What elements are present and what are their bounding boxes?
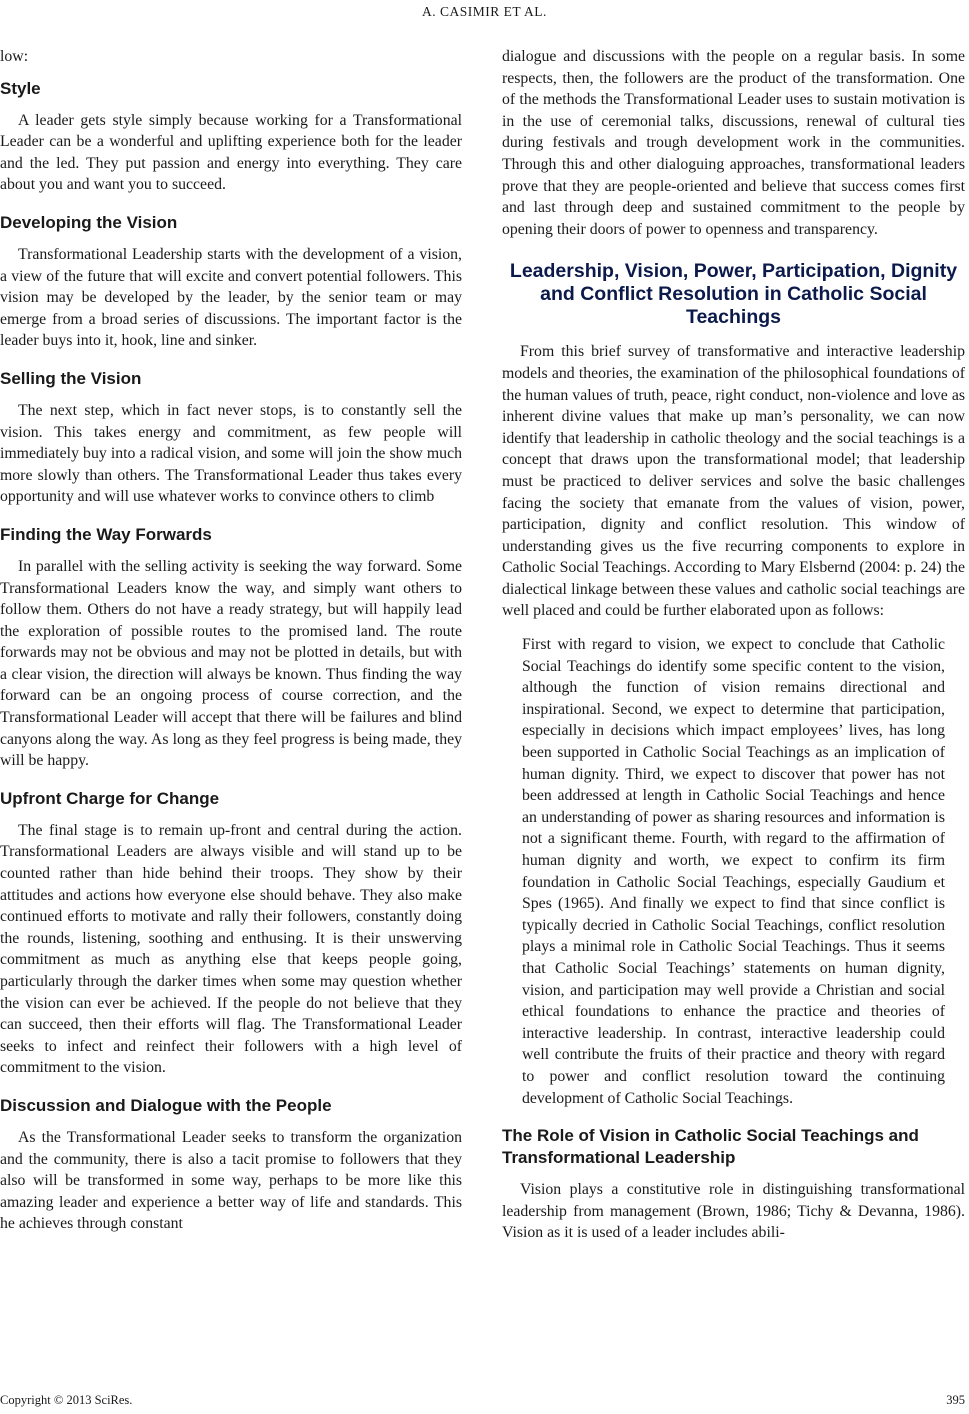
paragraph-continuation: dialogue and discussions with the people on a regular basis. In some respects, then, the followers are the product of the transformation. One of the methods the Transformational Leader uses to sustain motivation is in the use of ceremonial talks, discussions, renewal of cultural ties during festivals and trough development work in the communities. Through this and other dialoguing approaches, transformational leaders prove that they are people-oriented and believe that success comes first and last through deep and sustained commitment to the people by opening their doors of power to openness and transparency.: [502, 48, 965, 238]
heading-developing-vision: Developing the Vision: [0, 212, 178, 232]
left-column: [0, 46, 462, 1235]
heading-selling-vision: Selling the Vision: [0, 368, 142, 388]
paragraph-finding-way: In parallel with the selling activity is seeking the way forward. Some Transformational Leaders know the way, and simply want others to follow them. Others do not have a ready strategy, but will happily lead the exploration of possible routes to the promised land. The route forwards may not be obvious and may not be plotted in details, but with a clear vision, the direction will always be known. Thus finding the way forward can be an ongoing process of course correction, and the Transformational Leader will accept that there will be failures and blind canyons along the way. As long as they feel progress is being made, they will be happy.: [0, 557, 462, 770]
section-title: Leadership, Vision, Power, Participation, Dignity and Conflict Resolution in Catholic Social Teachings: [509, 260, 958, 329]
heading-finding-way: Finding the Way Forwards: [0, 524, 212, 544]
paragraph-role-of-vision: Vision plays a constitutive role in distinguishing transformational leadership from management (Brown, 1986; Tichy & Devanna, 1986). Vision as it is used of a leader includes abili-: [502, 1181, 965, 1242]
heading-role-of-vision: The Role of Vision in Catholic Social Teachings and Transformational Leadership: [502, 1126, 919, 1168]
heading-upfront-charge: Upfront Charge for Change: [0, 788, 220, 808]
heading-style: Style: [0, 78, 41, 98]
paragraph-discussion-dialogue: As the Transformational Leader seeks to transform the organization and the community, there is also a tacit promise to followers that they also will be transformed in some way, perhaps to be more like this amazing leader and experience a better way of life and standards. This he achieves through constant: [0, 1128, 462, 1233]
paragraph-selling-vision: The next step, which in fact never stops, is to constantly sell the vision. This takes energy and commitment, as few people will immediately buy into a radical vision, and some will join the show much more slowly than others. The Transformational Leader thus takes every opportunity and will use whatever works to convince others to climb: [0, 401, 462, 506]
right-column: [502, 46, 965, 1244]
copyright-notice: Copyright © 2013 SciRes.: [0, 1393, 133, 1407]
heading-discussion-dialogue: Discussion and Dialogue with the People: [0, 1095, 332, 1115]
paragraph-style: A leader gets style simply because working for a Transformational Leader can be a wonderful and uplifting experience both for the leader and the led. They put passion and energy into everything. They care about you and want you to succeed.: [0, 111, 462, 194]
running-head: A. CASIMIR ET AL.: [422, 4, 547, 19]
lead-text: low:: [0, 48, 29, 65]
paragraph-section-intro: From this brief survey of transformative and interactive leadership models and theories, the examination of the philosophical foundations of the human values of truth, peace, right conduct, non-violence and love as inherent divine values that make up man’s personality, we can now identify that leadership in catholic theology and the social teachings is a concept that draws upon the transformational model; that leadership must be practiced to deliver services and solve the basic challenges facing the society that emanate from the values of vision, power, participation, dignity and conflict resolution. This window of understanding gives us the five recurring components to explore in Catholic Social Teachings. According to Mary Elsbernd (2004: p. 24) the dialectical linkage between these values and catholic social teachings are well placed and could be further elaborated upon as follows:: [502, 343, 965, 620]
page-number: 395: [946, 1393, 965, 1407]
paragraph-developing-vision: Transformational Leadership starts with the development of a vision, a view of the future that will excite and convert potential followers. This vision may be developed by the leader, by the senior team or may emerge from a broad series of discussions. The important factor is the leader buys into it, hook, line and sinker.: [0, 245, 462, 350]
block-quote: First with regard to vision, we expect to conclude that Catholic Social Teachings do identify some specific content to the vision, although the function of vision remains directional and inspirational. Second, we expect to determine that participation, especially in decisions which impact employees’ lives, has long been supported in Catholic Social Teachings as an implication of human dignity. Third, we expect to discover that power has not been addressed at length in Catholic Social Teachings and hence an understanding of power as sharing resources and information is not a significant theme. Fourth, with regard to the affirmation of human dignity and worth, we expect to confirm its firm foundation in Catholic Social Teachings, especially Gaudium et Spes (1965). And finally we expect to find that since conflict is typically decried in Catholic Social Teachings, conflict resolution plays a minimal role in Catholic Social Teachings. Thus it seems that Catholic Social Teachings’ statements on human dignity, vision, and participation may well provide a Christian and social ethical foundations to enhance the practice and theories of interactive leadership. In contrast, interactive leadership could well contribute the fruits of their practice and theory with regard to power and conflict resolution toward the continuing development of Catholic Social Teachings.: [522, 636, 945, 1107]
paragraph-upfront-charge: The final stage is to remain up-front and central during the action. Transformational Leaders are always visible and will stand up to be counted rather than hide behind their troops. They show by their attitudes and actions how everyone else should behave. They also make continued efforts to motivate and rally their followers, constantly doing the rounds, listening, soothing and enthusing. It is their unswerving commitment as much as anything else that keeps people going, particularly through the darker times when some may question whether the vision can ever be achieved. If the people do not believe that they can succeed, then their efforts will flag. The Transformational Leader seeks to infect and reinfect their followers with a high level of commitment to the vision.: [0, 821, 462, 1077]
